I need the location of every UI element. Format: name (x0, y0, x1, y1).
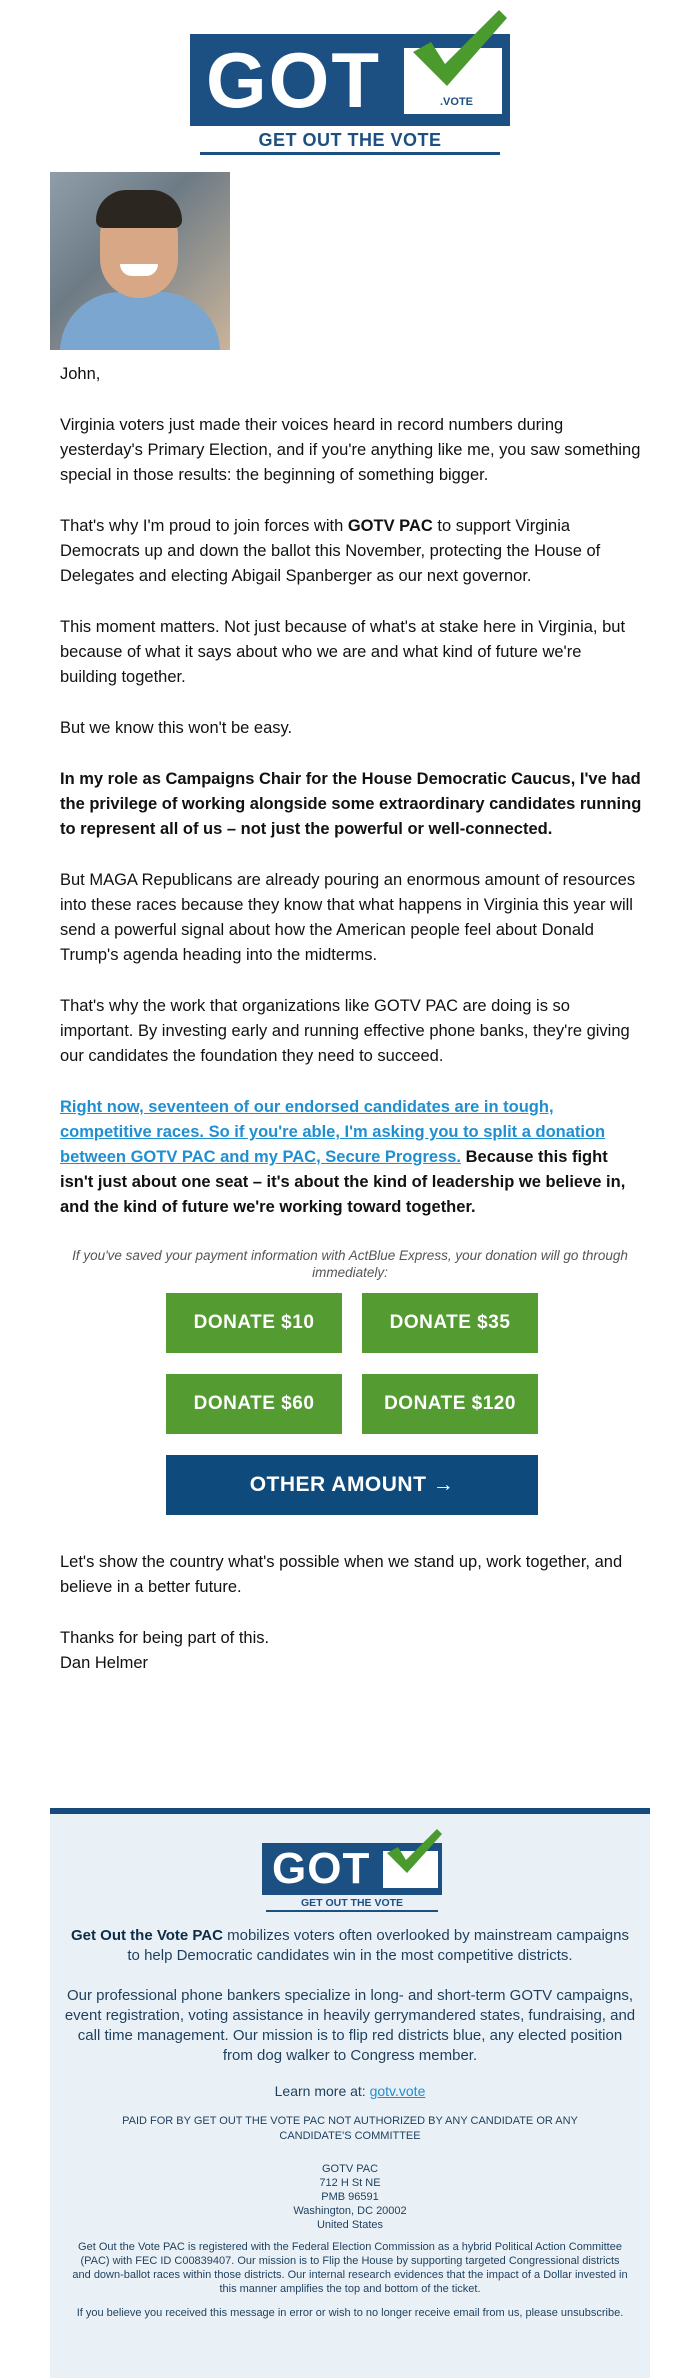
logo-underline (200, 152, 500, 155)
donate-10-button[interactable]: DONATE $10 (166, 1293, 342, 1353)
logo-vote-text: .VOTE (440, 96, 474, 108)
footer-mission: Our professional phone bankers specialize in long- and short-term GOTV campaigns, event registration, voting assistance in heavily gerrymandered states, fundraising, and call time management. Our mission is to flip red districts blue, any elected position from dog walker to Congress member. (64, 1987, 636, 2064)
logo-tagline: GET OUT THE VOTE (258, 130, 442, 150)
gotv-pac-emphasis: GOTV PAC (347, 517, 433, 535)
actblue-express-note: If you've saved your payment information with ActBlue Express, your donation will go through immediately: (72, 1248, 628, 1280)
paragraph-8: Right now, seventeen of our endorsed candidates are in tough, competitive races. So if you're able, I'm asking you to split a donation between GOTV PAC and my PAC, Secure Progress. Because this fight isn't just about one seat – it's about the kind of leadership we believe in, and the kind of future we're working toward together. (60, 1098, 626, 1216)
footer-checkmark-icon (377, 1828, 443, 1874)
fec-disclaimer: Get Out the Vote PAC is registered with the Federal Election Commission as a hybrid Political Action Committee (PAC) with FEC ID C00839407. Our mission is to Flip the House by supporting targeted Congressional districts and down-ballot races within those districts. Our internal research evidences that the impact of a Dollar invested in this manner amplifies the top and bottom of the ticket. (72, 2241, 628, 2295)
footer (50, 1808, 650, 2378)
footer-logo-tagline: GET OUT THE VOTE (300, 1897, 404, 1909)
footer-intro: Get Out the Vote PAC mobilizes voters often overlooked by mainstream campaigns to help Democratic candidates win in the most competitive districts. (71, 1927, 629, 1964)
paragraph-1: Virginia voters just made their voices heard in record numbers during yesterday's Primary Election, and if you're anything like me, you saw something special in those results: the beginning of something bigger. (60, 416, 641, 484)
paragraph-3: This moment matters. Not just because of what's at stake here in Virginia, but because of what it says about who we are and what kind of future we're building together. (60, 618, 626, 686)
signature: Dan Helmer (60, 1654, 149, 1672)
greeting: John, (60, 365, 101, 383)
donate-35-button[interactable]: DONATE $35 (362, 1293, 538, 1353)
paragraph-6: But MAGA Republicans are already pouring an enormous amount of resources into these races because they know that what happens in Virginia this year will send a powerful signal about how the American people feel about Donald Trump's agenda heading into the midterms. (60, 871, 636, 964)
paragraph-4: But we know this won't be easy. (60, 719, 293, 737)
closing-paragraph: Let's show the country what's possible when we stand up, work together, and believe in a better future. (60, 1553, 623, 1596)
footer-learn-more: Learn more at: gotv.vote (274, 2083, 426, 2099)
mailing-address: GOTV PAC 712 H St NE PMB 96591 Washington, DC 20002 United States (293, 2163, 407, 2231)
closing (60, 1550, 642, 1676)
checkmark-icon (395, 8, 510, 88)
paragraph-2: That's why I'm proud to join forces with GOTV PAC to support Virginia Democrats up and down the ballot this November, protecting the House of Delegates and electing Abigail Spanberger as our next governor. (60, 517, 601, 585)
letter-body (60, 362, 642, 1246)
donate-60-button[interactable]: DONATE $60 (166, 1374, 342, 1434)
donation-ask-link[interactable]: Right now, seventeen of our endorsed candidates are in tough, competitive races. So if you're able, I'm asking you to split a donation between GOTV PAC and my PAC, Secure Progress. (60, 1098, 606, 1166)
footer-logo-underline (266, 1910, 438, 1912)
gotv-logo[interactable] (190, 8, 510, 158)
other-amount-button[interactable]: OTHER AMOUNT → (166, 1455, 538, 1515)
unsubscribe-notice[interactable]: If you believe you received this message in error or wish to no longer receive email from us, please unsubscribe. (76, 2307, 624, 2319)
gotv-site-link[interactable]: gotv.vote (369, 2083, 426, 2099)
sender-photo (50, 172, 230, 350)
footer-logo-got-text: GOT (272, 1844, 371, 1893)
logo-got-text: GOT (206, 36, 381, 124)
donate-120-button[interactable]: DONATE $120 (362, 1374, 538, 1434)
paragraph-5: In my role as Campaigns Chair for the House Democratic Caucus, I've had the privilege of working alongside some extraordinary candidates running to represent all of us – not just the powerful or well-connected. (60, 770, 642, 838)
thanks-line: Thanks for being part of this. (60, 1629, 270, 1647)
paragraph-7: That's why the work that organizations like GOTV PAC are doing is so important. By investing early and running effective phone banks, they're giving our candidates the foundation they need to succeed. (60, 997, 630, 1065)
footer-logo[interactable] (262, 1828, 442, 1912)
paid-for-disclaimer: PAID FOR BY GET OUT THE VOTE PAC NOT AUTHORIZED BY ANY CANDIDATE OR ANY CANDIDATE'S COMMITTEE (122, 2115, 578, 2142)
